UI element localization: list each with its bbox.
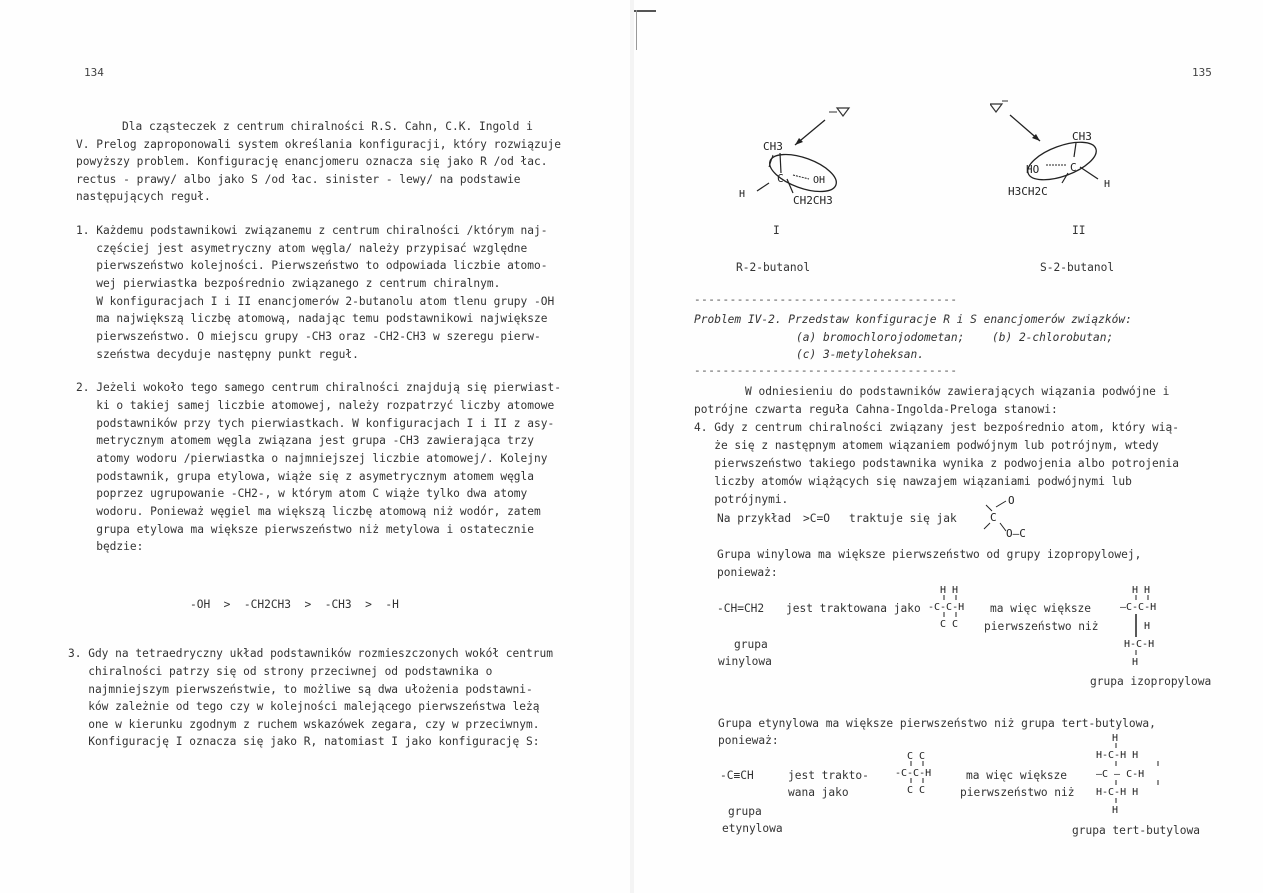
text-line: ków zależnie od tego czy w kolejności malejącego pierwszeństwa leżą: [68, 700, 540, 713]
text-line: rectus - prawy/ albo jako S /od łac. sinister - lewy/ na podstawie: [76, 173, 521, 186]
text-line: potrójne czwarta reguła Cahna-Ingolda-Preloga stanowi:: [694, 403, 1058, 416]
text-line: szeństwa decyduje następny punkt reguł.: [76, 348, 359, 361]
tert-butyl-label: grupa tert-butylowa: [1072, 824, 1200, 837]
vinyl-because: ponieważ:: [717, 566, 778, 579]
structure-II-numeral: II: [1072, 224, 1086, 237]
text-line: wodoru. Ponieważ węgiel ma większą liczbę atomową niż wodór, zatem: [76, 505, 541, 518]
separator: -------------------------------------: [694, 364, 958, 377]
text-line: następujących reguł.: [76, 190, 211, 203]
svg-text:H H: H H: [940, 585, 959, 596]
text-line: pierwszeństwo. O miejscu grupy -CH3 oraz -CH2-CH3 w szeregu pierw-: [76, 330, 541, 343]
vinyl-so: ma więc większe: [990, 602, 1092, 615]
ethynyl-formula: -C≡CH: [720, 769, 754, 782]
structure-II-name: S-2-butanol: [1040, 261, 1115, 274]
text-line: Dla cząsteczek z centrum chiralności R.S. Cahn, C.K. Ingold i: [122, 120, 533, 133]
svg-text:-C-C-H: -C-C-H: [928, 602, 965, 613]
page-number-right: 135: [1192, 66, 1212, 79]
label-c: C: [777, 172, 784, 185]
text-line: V. Prelog zaproponowali system określania konfiguracji, który rozwiązuje: [76, 138, 561, 151]
label-c: C: [1070, 161, 1077, 174]
example-label: Na przykład: [717, 512, 792, 525]
svg-text:H-C-H: H-C-H: [1124, 639, 1155, 650]
carbonyl-expansion-diagram: [978, 493, 1058, 541]
text-line: ki o takiej samej liczbie atomowej, należy rozpatrzyć liczby atomowe: [76, 399, 555, 412]
ethynyl-heading: Grupa etynylowa ma większe pierwszeństwo niż grupa tert-butylowa,: [718, 717, 1156, 730]
text-line: metrycznym atomem węgla związana jest grupa -CH3 zawierająca trzy: [76, 434, 535, 447]
svg-text:C: C: [990, 511, 997, 524]
svg-text:H-C-H H: H-C-H H: [1096, 750, 1139, 761]
scan-mark: [634, 10, 656, 12]
svg-text:H: H: [1112, 805, 1119, 816]
svg-text:H: H: [1132, 657, 1139, 668]
text-line: powyższy problem. Konfigurację enancjomeru oznacza się jako R /od łac.: [76, 155, 548, 168]
ethynyl-treated-2: wana jako: [788, 786, 849, 799]
label-h: H: [739, 189, 746, 200]
svg-text:C C: C C: [940, 619, 959, 630]
text-line: poprzez ugrupowanie -CH2-, w którym atom C wiąże tylko dwa atomy: [76, 487, 528, 500]
problem-title: Problem IV-2. Przedstaw konfiguracje R i S enancjomerów związków:: [694, 313, 1132, 326]
example-treated: traktuje się jak: [849, 512, 957, 525]
scan-mark-vertical: [636, 10, 637, 50]
vinyl-label-1: grupa: [734, 638, 768, 651]
book-gutter: [630, 0, 634, 893]
label-ch3: CH3: [1072, 130, 1092, 143]
svg-text:O—C: O—C: [1006, 527, 1026, 540]
text-line: liczby atomów wiążących się nawzajem wiązaniami podwójnymi lub: [694, 475, 1132, 488]
structure-II-diagram: [990, 95, 1140, 210]
structure-I-diagram: [725, 95, 875, 210]
label-ho: HO: [1026, 163, 1040, 176]
text-line: pierwszeństwo kolejności. Pierwszeństwo to odpowiada liczbie atomo-: [76, 259, 548, 272]
tert-butyl-expanded-formula: [1094, 730, 1184, 822]
structure-I-name: R-2-butanol: [736, 261, 811, 274]
separator: -------------------------------------: [694, 293, 958, 306]
text-line: one w kierunku zgodnym z ruchem wskazówek zegara, czy w przeciwnym.: [68, 718, 540, 731]
svg-text:—C — C-H: —C — C-H: [1096, 769, 1145, 780]
text-line: 2. Jeżeli wokoło tego samego centrum chiralności znajdują się pierwiast-: [76, 381, 561, 394]
ethynyl-priority: pierwszeństwo niż: [960, 786, 1075, 799]
svg-text:H: H: [1112, 733, 1119, 744]
vinyl-priority: pierwszeństwo niż: [984, 620, 1099, 633]
svg-text:—C-C-H: —C-C-H: [1120, 602, 1157, 613]
text-line: częściej jest asymetryczny atom węgla/ należy przypisać względne: [76, 242, 528, 255]
svg-text:H-C-H H: H-C-H H: [1096, 787, 1139, 798]
priority-order: -OH > -CH2CH3 > -CH3 > -H: [190, 598, 399, 611]
label-ch2ch3: CH2CH3: [793, 194, 833, 207]
ethynyl-expanded-formula: [895, 748, 955, 800]
label-h: H: [1104, 179, 1111, 190]
text-line: Konfigurację I oznacza się jako R, natomiast I jako konfigurację S:: [68, 735, 540, 748]
text-line: atomy wodoru /pierwiastka o najmniejszej liczbie atomowej/. Kolejny: [76, 452, 548, 465]
problem-a: (a) bromochlorojodometan;: [796, 331, 965, 344]
svg-text:O: O: [1008, 494, 1015, 507]
isopropyl-expanded-formula: [1120, 582, 1190, 672]
structure-I-numeral: I: [773, 224, 780, 237]
text-line: podstawników przy tych pierwiastkach. W konfiguracjach I i II z asy-: [76, 417, 555, 430]
vinyl-formula: -CH=CH2: [717, 602, 765, 615]
text-line: podstawnik, grupa etylowa, wiąże się z asymetrycznym atomem węgla: [76, 470, 535, 483]
text-line: 4. Gdy z centrum chiralności związany jest bezpośrednio atom, który wią-: [694, 421, 1179, 434]
problem-b: (b) 2-chlorobutan;: [992, 331, 1114, 344]
text-line: 3. Gdy na tetraedryczny układ podstawników rozmieszczonych wokół centrum: [68, 647, 553, 660]
ethynyl-because: ponieważ:: [718, 734, 779, 747]
label-h3ch2c: H3CH2C: [1008, 185, 1048, 198]
text-line: W konfiguracjach I i II enancjomerów 2-butanolu atom tlenu grupy -OH: [76, 295, 555, 308]
svg-text:H: H: [1144, 621, 1151, 632]
vinyl-heading: Grupa winylowa ma większe pierwszeństwo od grupy izopropylowej,: [717, 548, 1142, 561]
ethynyl-label-2: etynylowa: [722, 822, 783, 835]
label-oh: OH: [813, 175, 826, 186]
text-line: będzie:: [76, 540, 144, 553]
text-line: wej pierwiastka bezpośrednio związanego z centrum chiralnym.: [76, 277, 501, 290]
text-line: że się z następnym atomem wiązaniem podwójnym lub potrójnym, wtedy: [694, 439, 1159, 452]
svg-text:H H: H H: [1132, 585, 1151, 596]
text-line: ma największą liczbę atomową, nadając temu podstawnikowi największe: [76, 312, 548, 325]
text-line: chiralności patrzy się od strony przeciwnej od podstawnika o: [68, 665, 493, 678]
svg-text:C C: C C: [907, 751, 926, 762]
ethynyl-label-1: grupa: [728, 805, 762, 818]
svg-text:C C: C C: [907, 785, 926, 796]
ethynyl-treated-1: jest trakto-: [788, 769, 869, 782]
text-line: pierwszeństwo takiego podstawnika wynika z podwojenia albo potrojenia: [694, 457, 1179, 470]
text-line: grupa etylowa ma większe pierwszeństwo niż metylowa i ostatecznie: [76, 523, 535, 536]
svg-text:-C-C-H: -C-C-H: [895, 768, 932, 779]
page-number-left: 134: [84, 66, 104, 79]
vinyl-expanded-formula: [928, 582, 988, 634]
ethynyl-so: ma więc większe: [966, 769, 1068, 782]
text-line: najmniejszym pierwszeństwie, to możliwe są dwa ułożenia podstawni-: [68, 683, 533, 696]
text-line: W odniesieniu do podstawników zawierających wiązania podwójne i: [745, 385, 1170, 398]
text-line: 1. Każdemu podstawnikowi związanemu z centrum chiralności /którym naj-: [76, 224, 548, 237]
vinyl-label-2: winylowa: [718, 655, 772, 668]
isopropyl-label: grupa izopropylowa: [1090, 675, 1212, 688]
label-ch3: CH3: [763, 140, 783, 153]
problem-c: (c) 3-metyloheksan.: [796, 348, 924, 361]
vinyl-treated: jest traktowana jako: [786, 602, 921, 615]
example-group: >C=O: [803, 512, 830, 525]
text-line: potrójnymi.: [694, 493, 789, 506]
